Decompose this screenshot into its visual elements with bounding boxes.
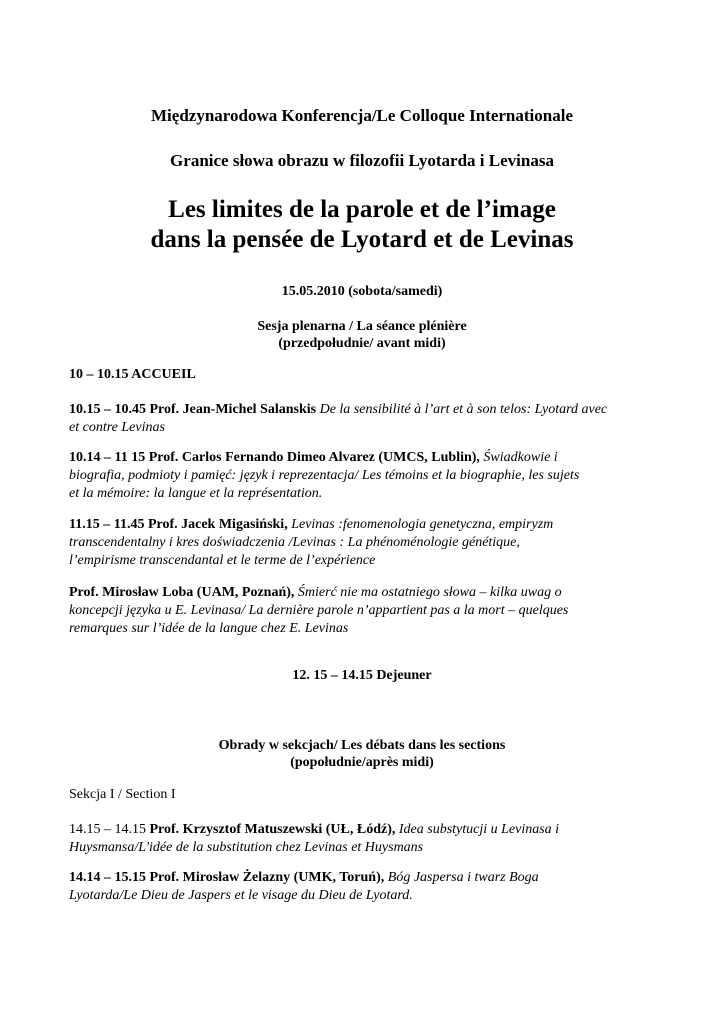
talk-title-continued: Lyotarda/Le Dieu de Jaspers et le visage du Dieu de Lyotard. [69,888,413,903]
time-speaker: 10.15 – 10.45 Prof. Jean-Michel Salanskis [69,402,317,417]
polish-title: Granice słowa obrazu w filozofii Lyotarda i Levinasa [170,151,554,170]
talk-title: Śmierć nie ma ostatniego słowa – kilka uwag o [297,585,562,600]
talk-title-continued: l’empirisme transcendantal et le terme de l’expérience [69,553,376,568]
program-entry [69,449,669,503]
talk-title-continued: remarques sur l’idée de la langue chez E. Levinas [69,621,349,636]
lunch-break: 12. 15 – 14.15 Dejeuner [292,668,432,683]
speaker: Prof. Krzysztof Matuszewski (UŁ, Łódź), [149,822,396,837]
talk-title-continued: biografia, podmioty i pamięć: język i reprezentacja/ Les témoins et la biographie, les sujets [69,468,580,483]
talk-title-continued: Huysmansa/L'idée de la substitution chez Levinas et Huysmans [69,840,424,855]
talk-title: Idea substytucji u Levinasa i [398,822,560,837]
accueil-entry: 10 – 10.15 ACCUEIL [69,367,196,382]
sections-heading-line-2: (popołudnie/après midi) [290,755,434,770]
french-title-line-2: dans la pensée de Lyotard et de Levinas [150,226,574,253]
program-entry [69,516,669,570]
time-speaker: 11.15 – 11.45 Prof. Jacek Migasiński, [69,517,288,532]
talk-title-continued: et la mémoire: la langue et la représentation. [69,486,323,501]
talk-title: Bóg Jaspersa i twarz Boga [387,870,539,885]
program-entry [69,821,669,857]
french-title-line-1: Les limites de la parole et de l’image [168,196,556,223]
talk-title-continued: transcendentalny i kres doświadczenia /Levinas : La phénoménologie génétique, [69,535,520,550]
plenary-session-line-2: (przedpołudnie/ avant midi) [278,336,446,351]
talk-title: Levinas :fenomenologia genetyczna, empiryzm [291,517,554,532]
conference-title: Międzynarodowa Konferencja/Le Colloque Internationale [151,106,573,125]
time-speaker: 14.14 – 15.15 Prof. Mirosław Żelazny (UMK, Toruń), [69,870,385,885]
talk-title-continued: et contre Levinas [69,420,165,435]
sections-heading [0,737,724,771]
plenary-session-line-1: Sesja plenarna / La séance plénière [257,319,467,334]
talk-title-continued: koncepcji języka u E. Levinasa/ La dernière parole n’appartient pas a la mort – quelques [69,603,569,618]
talk-time: 14.15 – 14.15 [69,822,146,837]
section-label: Sekcja I / Section I [69,787,176,802]
program-entry [69,869,669,905]
talk-title: Świadkowie i [483,450,558,465]
time-speaker: 10.14 – 11 15 Prof. Carlos Fernando Dimeo Alvarez (UMCS, Lublin), [69,450,480,465]
sections-heading-line-1: Obrady w sekcjach/ Les débats dans les sections [218,738,506,753]
plenary-session-heading [0,318,724,352]
talk-title: De la sensibilité à l’art et à son telos: Lyotard avec [319,402,608,417]
program-entry [69,401,669,437]
program-entry [69,584,669,638]
french-title [0,195,724,255]
conference-date: 15.05.2010 (sobota/samedi) [281,284,443,299]
time-speaker: Prof. Mirosław Loba (UAM, Poznań), [69,585,295,600]
